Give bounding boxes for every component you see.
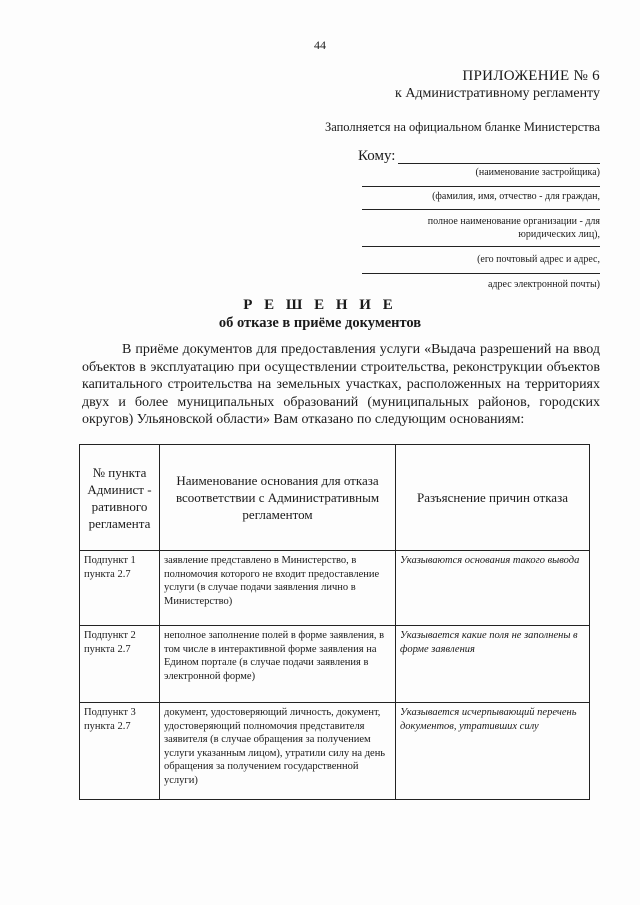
table-row [80, 703, 590, 800]
blank-note: Заполняется на официальном бланке Министерства [324, 120, 600, 134]
header-cell-explanation: Разъяснение причин отказа [396, 445, 590, 551]
reason-cell: документ, удостоверяющий личность, документ, удостоверяющий полномочия представителя заявителя (в случае обращения за получением услуги указанным лицом), утратили силу на день обращения за получением государственной услуги) [160, 703, 396, 800]
recipient-line [398, 144, 600, 164]
decision-subtitle: об отказе в приёме документов [218, 315, 422, 331]
page-number: 44 [314, 38, 326, 52]
clause-cell: Подпункт 3 пункта 2.7 [80, 703, 160, 800]
hint-email: адрес электронной почты) [487, 279, 600, 290]
table-header-row [80, 445, 590, 551]
table-row [80, 626, 590, 703]
to-label: Кому: [358, 148, 396, 164]
recipient-line [362, 197, 600, 210]
hint-name: (фамилия, имя, отчество - для граждан, [432, 191, 600, 202]
hint-org-1: полное наименование организации - для [427, 216, 600, 227]
clause-cell: Подпункт 2 пункта 2.7 [80, 626, 160, 703]
hint-developer: (наименование застройщика) [475, 167, 600, 178]
recipient-line [362, 172, 600, 187]
hint-org-2: юридических лиц), [518, 229, 600, 240]
header-cell-reason: Наименование основания для отказа всоответствии с Административным регламентом [160, 445, 396, 551]
reason-cell: неполное заполнение полей в форме заявления, в том числе в интерактивной форме заявления на Едином портале (в случае подачи заявления в электронной форме) [160, 626, 396, 703]
reason-cell: заявление представлено в Министерство, в полномочия которого не входит предоставление услуги (в случае подачи заявления лично в Министерство) [160, 551, 396, 626]
decision-title: Р Е Ш Е Н И Е [243, 297, 397, 313]
appendix-reference: к Административному регламенту [395, 86, 600, 101]
explanation-cell: Указывается исчерпывающий перечень документов, утративших силу [396, 703, 590, 800]
explanation-cell: Указываются основания такого вывода [396, 551, 590, 626]
header-cell-clause: № пункта Админист - ративного регламента [80, 445, 160, 551]
decision-paragraph [82, 341, 600, 429]
reasons-table [79, 444, 590, 800]
table-row [80, 551, 590, 626]
recipient-line [362, 261, 600, 274]
paragraph-text: В приёме документов для предоставления услуги «Выдача разрешений на ввод объектов в эксплуатацию при осуществлении строительства, реконструкции объектов капитального строительства на земельных участках, расположенных на территориях двух и более муниципальных образований (муниципальных районов, городских округов) Ульяновской области» Вам отказано по следующим основаниям: [82, 342, 600, 427]
explanation-cell: Указывается какие поля не заполнены в форме заявления [396, 626, 590, 703]
appendix-title: ПРИЛОЖЕНИЕ № 6 [462, 68, 600, 84]
clause-cell: Подпункт 1 пункта 2.7 [80, 551, 160, 626]
recipient-line [362, 234, 600, 247]
hint-post: (его почтовый адрес и адрес, [477, 254, 600, 265]
